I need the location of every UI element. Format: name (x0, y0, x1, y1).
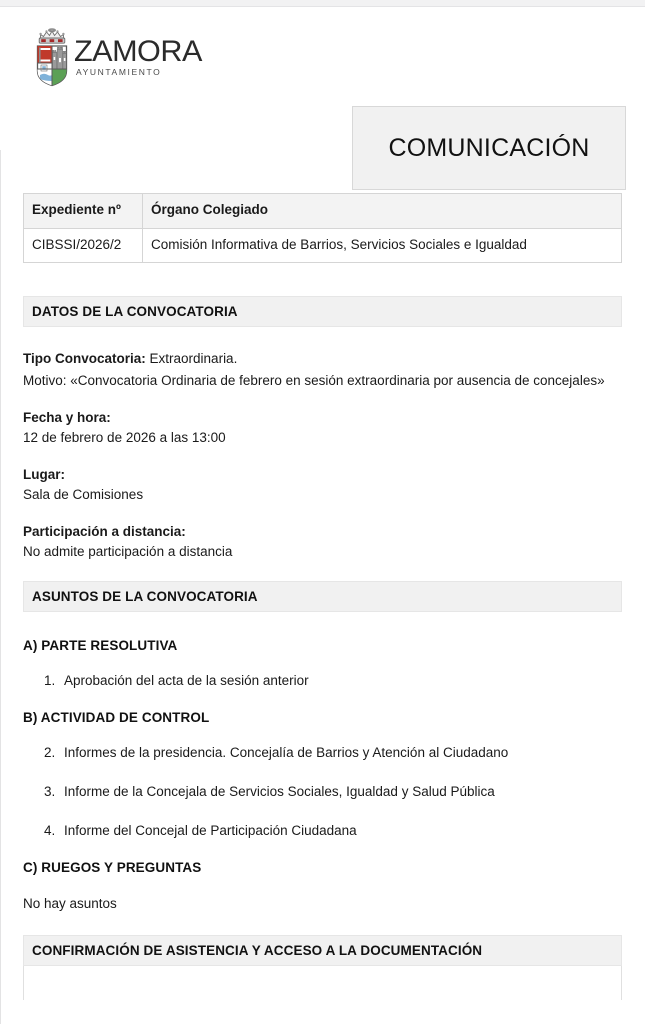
motivo-paragraph: Motivo: «Convocatoria Ordinaria de febrero en sesión extraordinaria por ausencia de concejales» (23, 373, 605, 388)
agenda-group-heading-a: A) PARTE RESOLUTIVA (23, 638, 178, 653)
fecha-hora-block (23, 408, 622, 448)
section-header-confirmacion-asistencia: CONFIRMACIÓN DE ASISTENCIA Y ACCESO A LA DOCUMENTACIÓN (23, 935, 622, 966)
cell-expediente-numero: CIBSSI/2026/2 (24, 229, 143, 263)
zamora-coat-of-arms-icon (33, 25, 71, 87)
document-content (23, 193, 622, 1000)
cell-organo-colegiado: Comisión Informativa de Barrios, Servicios Sociales e Igualdad (143, 229, 622, 263)
brand-name: ZAMORA (74, 35, 202, 68)
column-header-expediente: Expediente nº (24, 194, 143, 229)
document-type-label: COMUNICACIÓN (388, 133, 590, 162)
list-item: 1. Aprobación del acta de la sesión anterior (59, 671, 622, 691)
document-type-box (352, 106, 626, 190)
fecha-hora-value: 12 de febrero de 2026 a las 13:00 (23, 430, 226, 445)
document-header (0, 8, 645, 193)
document-page (0, 8, 645, 1000)
lugar-value: Sala de Comisiones (23, 487, 144, 502)
agenda-group-heading-c: C) RUEGOS Y PREGUNTAS (23, 860, 202, 875)
list-item: 3. Informe de la Concejala de Servicios Sociales, Igualdad y Salud Pública (59, 782, 622, 802)
list-item: 4. Informe del Concejal de Participación Ciudadana (59, 821, 622, 841)
ruegos-preguntas-empty-text: No hay asuntos (23, 896, 117, 911)
agenda-list-a (23, 671, 622, 691)
participacion-distancia-label: Participación a distancia: (23, 524, 186, 539)
tipo-convocatoria-value: Extraordinaria. (149, 351, 238, 366)
brand-subtitle: AYUNTAMIENTO (76, 67, 162, 77)
section-header-datos-convocatoria: DATOS DE LA CONVOCATORIA (23, 296, 622, 327)
agenda-group-heading-b: B) ACTIVIDAD DE CONTROL (23, 710, 210, 725)
zamora-logo (33, 25, 202, 87)
agenda-list-b (23, 743, 622, 841)
tipo-convocatoria-label: Tipo Convocatoria: (23, 351, 146, 366)
brand-wordmark (74, 25, 202, 77)
datos-convocatoria-body (23, 349, 622, 562)
table-header-row (24, 194, 622, 229)
lugar-block (23, 465, 622, 505)
fecha-hora-label: Fecha y hora: (23, 410, 111, 425)
column-header-organo: Órgano Colegiado (143, 194, 622, 229)
table-row (24, 229, 622, 263)
lugar-label: Lugar: (23, 467, 65, 482)
participacion-distancia-block (23, 522, 622, 562)
expediente-table (23, 193, 622, 263)
list-item: 2. Informes de la presidencia. Concejalía de Barrios y Atención al Ciudadano (59, 743, 622, 763)
tipo-convocatoria-line (23, 349, 622, 369)
section-header-asuntos-convocatoria: ASUNTOS DE LA CONVOCATORIA (23, 581, 622, 612)
participacion-distancia-value: No admite participación a distancia (23, 544, 233, 559)
page-gap-strip (0, 0, 645, 7)
confirmacion-table-cut-off (23, 966, 622, 1000)
